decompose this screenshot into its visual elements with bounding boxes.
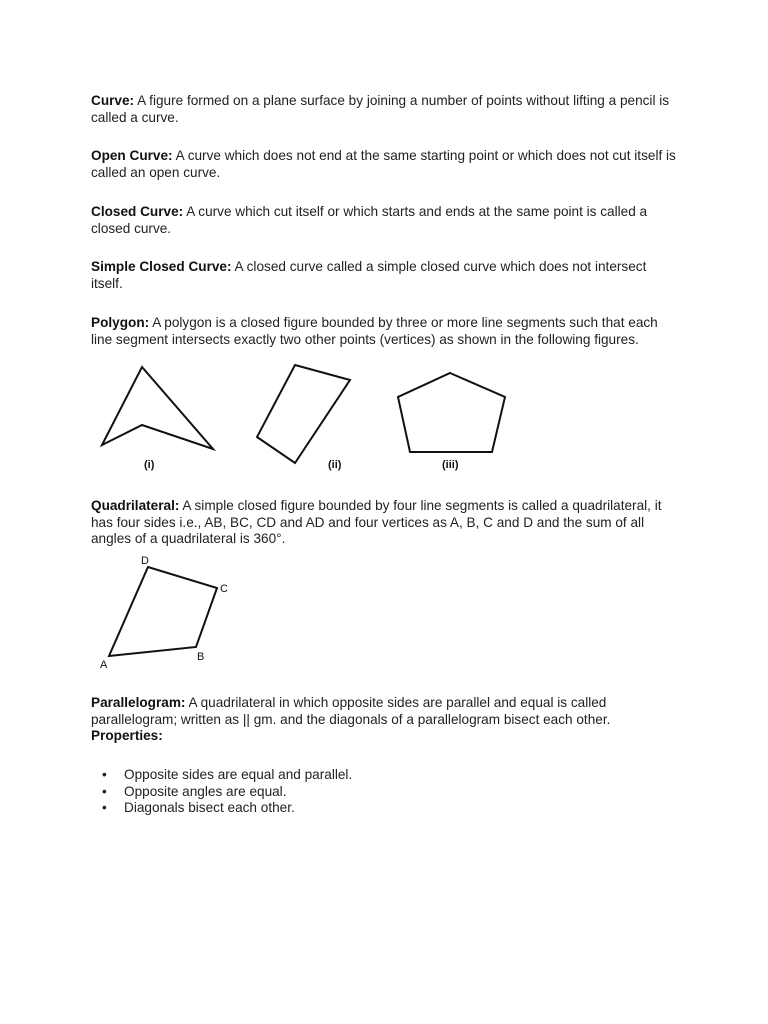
quadrilateral-shape [109, 567, 217, 656]
polygon-label-ii: (ii) [328, 459, 342, 471]
bullet-icon: • [102, 783, 107, 799]
definition-polygon [91, 315, 681, 348]
polygon-label-iii: (iii) [442, 459, 459, 471]
polygon-figure-pentagon [398, 373, 505, 452]
definition-open-curve [91, 148, 681, 181]
term-polygon: Polygon: [91, 315, 150, 330]
term-closed-curve: Closed Curve: [91, 204, 184, 219]
definition-text-curve: A figure formed on a plane surface by joining a number of points without lifting a pencil is called a curve. [91, 93, 670, 125]
vertex-label-d: D [141, 555, 149, 567]
definition-parallelogram [91, 695, 681, 728]
vertex-label-c: C [220, 583, 228, 595]
definition-closed-curve [91, 204, 681, 237]
definition-text-polygon: A polygon is a closed figure bounded by three or more line segments such that each line segment intersects exactly two other points (vertices) as shown in the following figures. [91, 315, 658, 347]
quadrilateral-figure [96, 552, 246, 674]
definition-quadrilateral [91, 498, 681, 548]
polygon-label-i: (i) [144, 459, 155, 471]
list-item-text: Opposite angles are equal. [124, 783, 287, 799]
polygon-figure-arrowhead [102, 367, 213, 449]
list-item-text: Diagonals bisect each other. [124, 800, 295, 815]
vertex-label-a: A [100, 659, 108, 671]
term-quadrilateral: Quadrilateral: [91, 498, 180, 513]
list-item [91, 767, 352, 784]
definition-text-closed-curve: A curve which cut itself or which starts and ends at the same point is called a closed curve. [91, 204, 648, 236]
term-curve: Curve: [91, 93, 135, 108]
definition-simple-closed-curve [91, 259, 681, 292]
list-item-text: Opposite sides are equal and parallel. [124, 767, 353, 782]
term-open-curve: Open Curve: [91, 148, 173, 163]
polygon-figure-rectangle [257, 365, 350, 463]
bullet-icon: • [102, 800, 107, 815]
definition-text-simple-closed-curve: A closed curve called a simple closed curve which does not intersect itself. [91, 259, 647, 291]
properties-list [91, 767, 352, 817]
definition-curve [91, 93, 681, 126]
definition-text-quadrilateral: A simple closed figure bounded by four line segments is called a quadrilateral, it has four sides i.e., AB, BC, CD and AD and four vertices as A, B, C and D and the sum of all angles of a quadrilateral is 360°. [91, 498, 662, 546]
term-simple-closed-curve: Simple Closed Curve: [91, 259, 232, 274]
polygon-figures [92, 355, 512, 475]
vertex-label-b: B [197, 651, 205, 663]
bullet-icon: • [102, 767, 107, 782]
properties-heading: Properties: [91, 728, 163, 743]
definition-text-open-curve: A curve which does not end at the same starting point or which does not cut itself is called an open curve. [91, 148, 676, 180]
list-item [91, 784, 352, 801]
term-parallelogram: Parallelogram: [91, 695, 186, 710]
list-item [91, 800, 352, 817]
definition-text-parallelogram: A quadrilateral in which opposite sides are parallel and equal is called parallelogram; written as || gm. and the diagonals of a parallelogram bisect each other. [91, 695, 611, 727]
